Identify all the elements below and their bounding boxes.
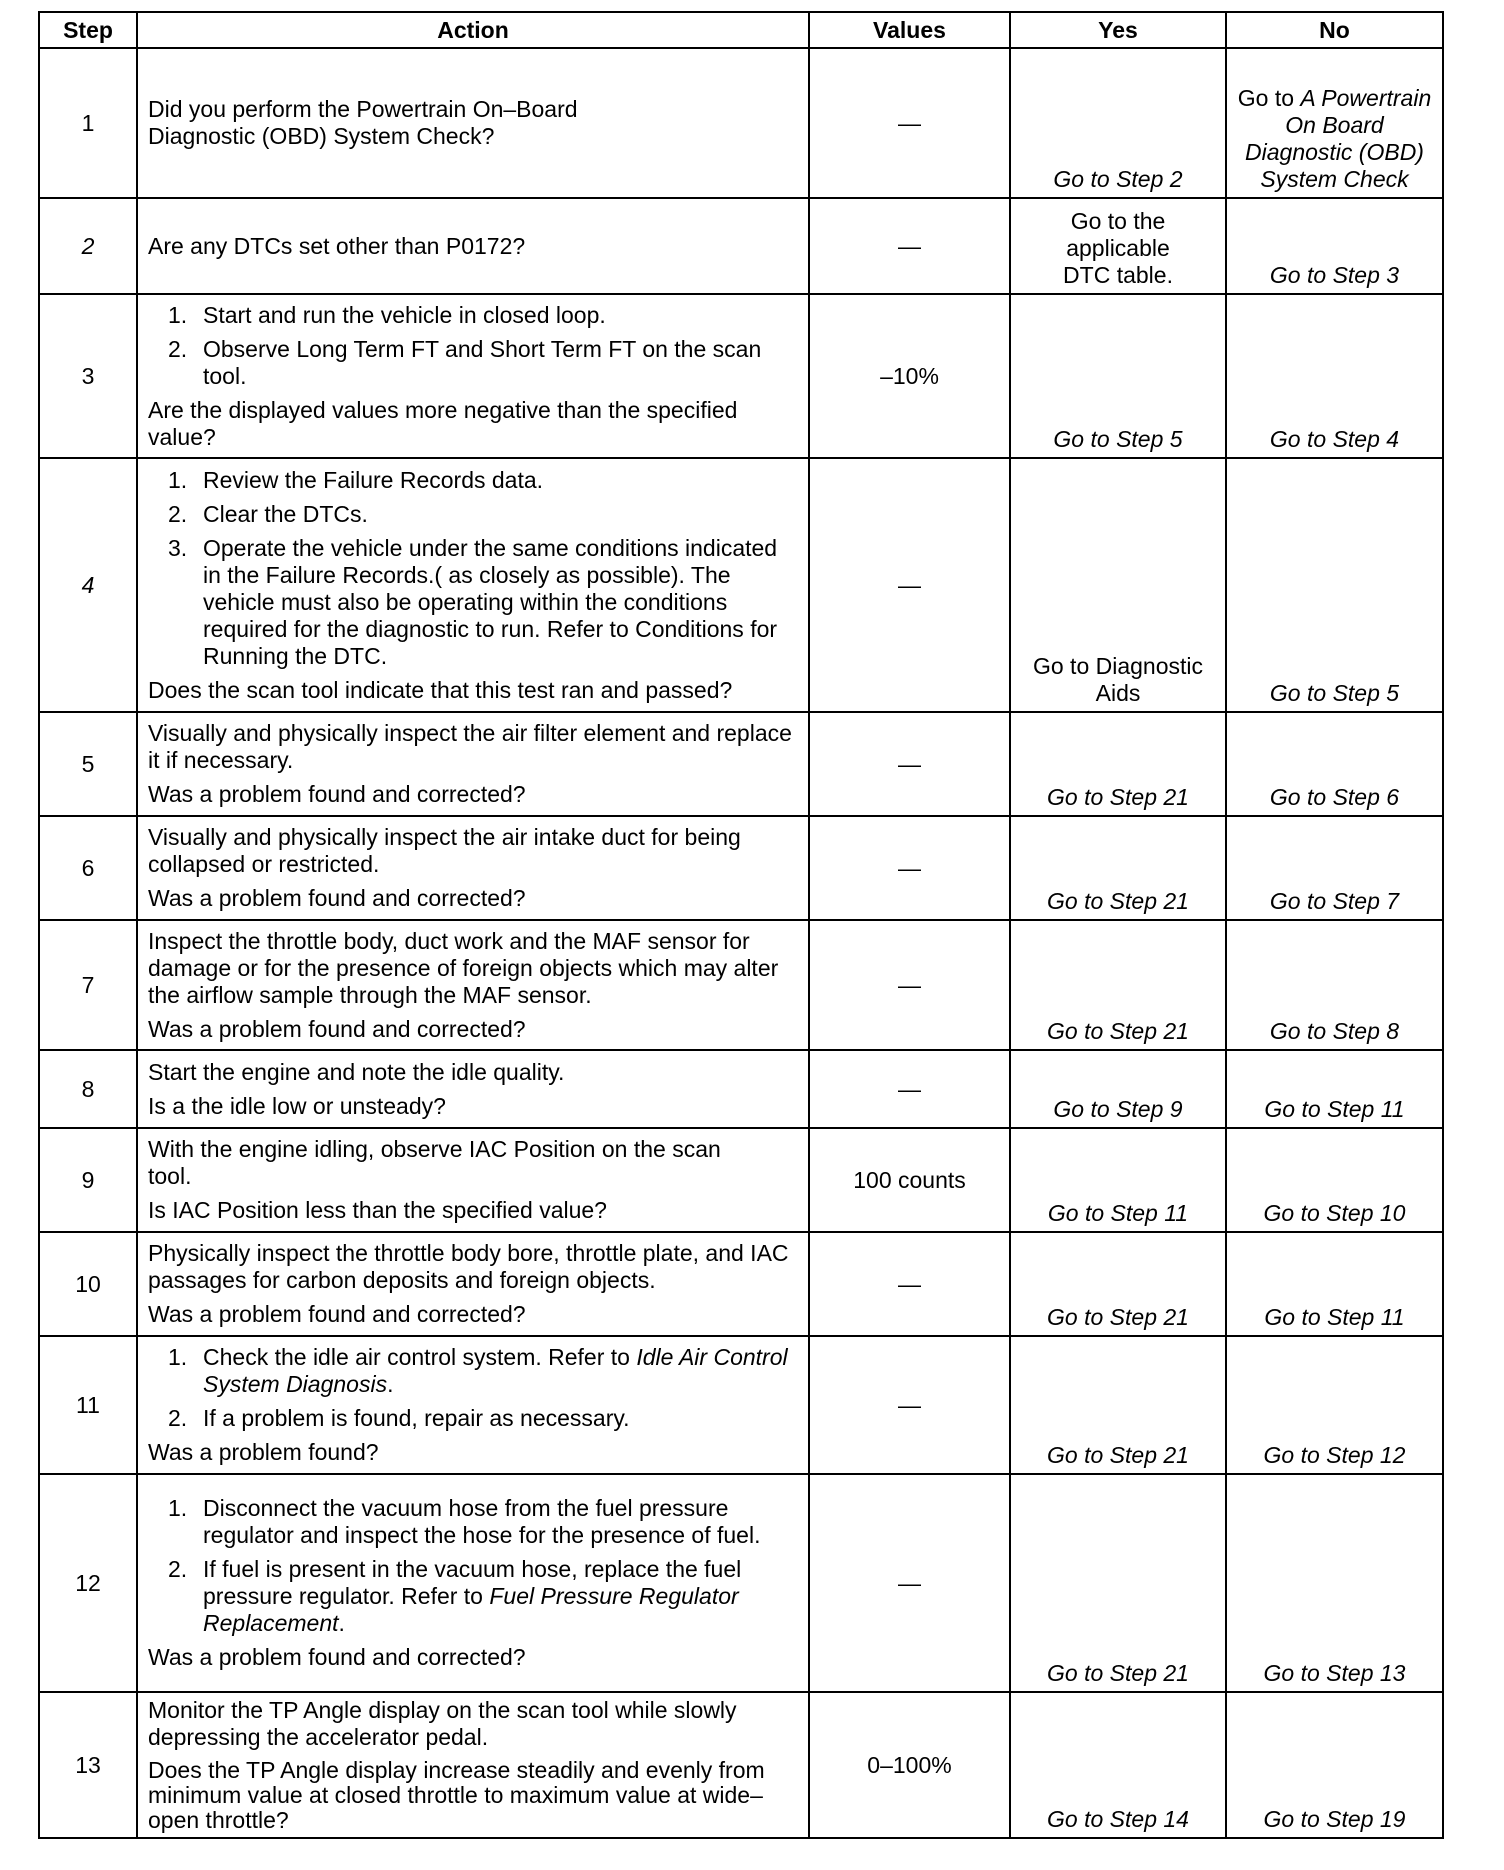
yes-cell: Go to the applicable DTC table. xyxy=(1010,198,1226,294)
no-cell-link: A Powertrain On Board Diagnostic (OBD) System Check xyxy=(1245,85,1432,192)
value-cell: — xyxy=(809,1474,1010,1692)
value-cell: — xyxy=(809,1336,1010,1474)
no-cell xyxy=(1226,48,1443,198)
value-cell: –10% xyxy=(809,294,1010,458)
no-cell: Go to Step 12 xyxy=(1226,1336,1443,1474)
action-step-text: If fuel is present in the vacuum hose, replace the fuel pressure regulator. Refer to xyxy=(203,1556,742,1609)
no-cell: Go to Step 11 xyxy=(1226,1232,1443,1336)
no-cell: Go to Step 4 xyxy=(1226,294,1443,458)
table-row-step-3 xyxy=(39,294,1443,458)
action-step-text: Review the Failure Records data. xyxy=(203,466,544,493)
table-row-step-4 xyxy=(39,458,1443,712)
table-row-step-1 xyxy=(39,48,1443,198)
step-number: 2 xyxy=(39,198,137,294)
action-step-text: Observe Long Term FT and Short Term FT on the scan tool. xyxy=(203,335,762,389)
yes-cell: Go to Step 21 xyxy=(1010,1336,1226,1474)
action-cell xyxy=(137,920,809,1050)
step-number: 8 xyxy=(39,1050,137,1128)
action-question: Is IAC Position less than the specified value? xyxy=(148,1197,607,1223)
step-number: 11 xyxy=(39,1336,137,1474)
table-row-step-2 xyxy=(39,198,1443,294)
action-step: 1. Disconnect the vacuum hose from the fuel pressure regulator and inspect the hose for the presence of fuel. xyxy=(168,1495,761,1548)
action-question: Does the TP Angle display increase steadily and evenly from minimum value at closed throttle to maximum value at wide–open throttle? xyxy=(148,1757,765,1833)
action-question: Was a problem found and corrected? xyxy=(148,1644,526,1670)
yes-cell: Go to Step 21 xyxy=(1010,712,1226,816)
no-cell: Go to Step 11 xyxy=(1226,1050,1443,1128)
action-cell xyxy=(137,1050,809,1128)
action-step-text: Clear the DTCs. xyxy=(203,500,368,527)
value-cell: — xyxy=(809,458,1010,712)
no-cell: Go to Step 5 xyxy=(1226,458,1443,712)
yes-cell: Go to Step 9 xyxy=(1010,1050,1226,1128)
table-row-step-10 xyxy=(39,1232,1443,1336)
yes-cell: Go to Step 5 xyxy=(1010,294,1226,458)
action-step-text: Start and run the vehicle in closed loop. xyxy=(203,301,606,328)
no-cell: Go to Step 3 xyxy=(1226,198,1443,294)
action-steps xyxy=(148,1344,798,1432)
header-action: Action xyxy=(137,12,809,48)
table-row-step-12 xyxy=(39,1474,1443,1692)
table-row-step-6 xyxy=(39,816,1443,920)
yes-cell: Go to Diagnostic Aids xyxy=(1010,458,1226,712)
step-number: 12 xyxy=(39,1474,137,1692)
action-text: Visually and physically inspect the air filter element and replace it if necessary. xyxy=(148,720,792,773)
action-cell xyxy=(137,1232,809,1336)
action-cell xyxy=(137,1128,809,1232)
action-question: Did you perform the Powertrain On–Board Diagnostic (OBD) System Check? xyxy=(148,96,578,149)
step-number: 9 xyxy=(39,1128,137,1232)
action-cell xyxy=(137,1474,809,1692)
header-yes: Yes xyxy=(1010,12,1226,48)
action-question: Was a problem found? xyxy=(148,1439,379,1465)
value-cell: — xyxy=(809,48,1010,198)
action-cell xyxy=(137,816,809,920)
action-step-punct: . xyxy=(338,1610,345,1636)
no-cell: Go to Step 8 xyxy=(1226,920,1443,1050)
action-cell xyxy=(137,198,809,294)
action-cell xyxy=(137,48,809,198)
value-cell: 100 counts xyxy=(809,1128,1010,1232)
action-question: Was a problem found and corrected? xyxy=(148,885,526,911)
table-row-step-5 xyxy=(39,712,1443,816)
action-cell xyxy=(137,1336,809,1474)
yes-cell: Go to Step 11 xyxy=(1010,1128,1226,1232)
no-cell: Go to Step 13 xyxy=(1226,1474,1443,1692)
action-text: Physically inspect the throttle body bore, throttle plate, and IAC passages for carbon deposits and foreign objects. xyxy=(148,1240,789,1293)
table-row-step-11 xyxy=(39,1336,1443,1474)
action-step: 3. Operate the vehicle under the same conditions indicated in the Failure Records.( as closely as possible). The vehicle must also be operating within the conditions required for the diagnostic to run. Refer to Conditions for Running the DTC. xyxy=(168,534,778,669)
action-question: Does the scan tool indicate that this test ran and passed? xyxy=(148,676,733,703)
action-question: Are any DTCs set other than P0172? xyxy=(148,232,526,259)
action-cell xyxy=(137,294,809,458)
table-row-step-13 xyxy=(39,1692,1443,1838)
header-no: No xyxy=(1226,12,1443,48)
value-cell: — xyxy=(809,920,1010,1050)
step-number: 4 xyxy=(39,458,137,712)
value-cell: 0–100% xyxy=(809,1692,1010,1838)
action-question: Are the displayed values more negative than the specified value? xyxy=(148,396,738,450)
yes-cell: Go to Step 2 xyxy=(1010,48,1226,198)
table-row-step-8 xyxy=(39,1050,1443,1128)
value-cell: — xyxy=(809,816,1010,920)
action-step: 2. If fuel is present in the vacuum hose, replace the fuel pressure regulator. Refer to Fuel Pressure Regulator Replacement. xyxy=(168,1556,742,1636)
action-cell xyxy=(137,712,809,816)
action-step: 2. Clear the DTCs. xyxy=(168,500,368,527)
header-step: Step xyxy=(39,12,137,48)
action-steps xyxy=(148,467,798,670)
action-step-punct: . xyxy=(387,1371,394,1397)
yes-cell: Go to Step 14 xyxy=(1010,1692,1226,1838)
yes-cell: Go to Step 21 xyxy=(1010,920,1226,1050)
diagnostic-table xyxy=(38,11,1444,1839)
action-step-reference: Fuel Pressure Regulator Replacement xyxy=(203,1583,739,1636)
table-row-step-9 xyxy=(39,1128,1443,1232)
action-step-text: Check the idle air control system. Refer to xyxy=(203,1344,637,1370)
step-number: 1 xyxy=(39,48,137,198)
no-cell: Go to Step 7 xyxy=(1226,816,1443,920)
action-step-text: Operate the vehicle under the same conditions indicated in the Failure Records.( as closely as possible). The vehicle must also be operating within the conditions required for the diagnostic to run. Refer to Conditions for Running the DTC. xyxy=(203,534,778,669)
action-step: 2. If a problem is found, repair as necessary. xyxy=(168,1405,630,1431)
step-number: 10 xyxy=(39,1232,137,1336)
step-number: 13 xyxy=(39,1692,137,1838)
action-text: Monitor the TP Angle display on the scan tool while slowly depressing the accelerator pedal. xyxy=(148,1697,737,1750)
value-cell: — xyxy=(809,712,1010,816)
table-row-step-7 xyxy=(39,920,1443,1050)
action-text: Inspect the throttle body, duct work and the MAF sensor for damage or for the presence of foreign objects which may alter the airflow sample through the MAF sensor. xyxy=(148,927,779,1008)
step-number: 3 xyxy=(39,294,137,458)
no-cell-prefix: Go to xyxy=(1237,85,1301,111)
step-number: 5 xyxy=(39,712,137,816)
action-steps xyxy=(148,302,798,390)
action-step: 1. Check the idle air control system. Refer to Idle Air Control System Diagnosis. xyxy=(168,1344,788,1397)
action-cell xyxy=(137,458,809,712)
action-step: 1. Review the Failure Records data. xyxy=(168,466,544,493)
action-step: 1. Start and run the vehicle in closed loop. xyxy=(168,301,606,328)
value-cell: — xyxy=(809,198,1010,294)
header-row xyxy=(39,12,1443,48)
yes-cell: Go to Step 21 xyxy=(1010,1474,1226,1692)
header-values: Values xyxy=(809,12,1010,48)
no-cell: Go to Step 19 xyxy=(1226,1692,1443,1838)
action-step-text: If a problem is found, repair as necessary. xyxy=(203,1405,630,1431)
no-cell: Go to Step 6 xyxy=(1226,712,1443,816)
action-step: 2. Observe Long Term FT and Short Term FT on the scan tool. xyxy=(168,335,762,389)
value-cell: — xyxy=(809,1232,1010,1336)
action-text: Start the engine and note the idle quality. xyxy=(148,1058,565,1085)
no-cell: Go to Step 10 xyxy=(1226,1128,1443,1232)
step-number: 6 xyxy=(39,816,137,920)
yes-cell: Go to Step 21 xyxy=(1010,1232,1226,1336)
action-step-text: Disconnect the vacuum hose from the fuel pressure regulator and inspect the hose for the presence of fuel. xyxy=(203,1495,761,1548)
action-question: Was a problem found and corrected? xyxy=(148,1015,526,1042)
yes-cell: Go to Step 21 xyxy=(1010,816,1226,920)
action-step-reference: Idle Air Control System Diagnosis xyxy=(203,1344,788,1397)
action-question: Was a problem found and corrected? xyxy=(148,781,526,807)
action-text: With the engine idling, observe IAC Position on the scan tool. xyxy=(148,1136,721,1189)
action-question: Is a the idle low or unsteady? xyxy=(148,1092,446,1119)
action-cell xyxy=(137,1692,809,1838)
value-cell: — xyxy=(809,1050,1010,1128)
action-text: Visually and physically inspect the air intake duct for being collapsed or restricted. xyxy=(148,824,741,877)
action-question: Was a problem found and corrected? xyxy=(148,1301,526,1327)
step-number: 7 xyxy=(39,920,137,1050)
action-steps xyxy=(148,1495,798,1637)
